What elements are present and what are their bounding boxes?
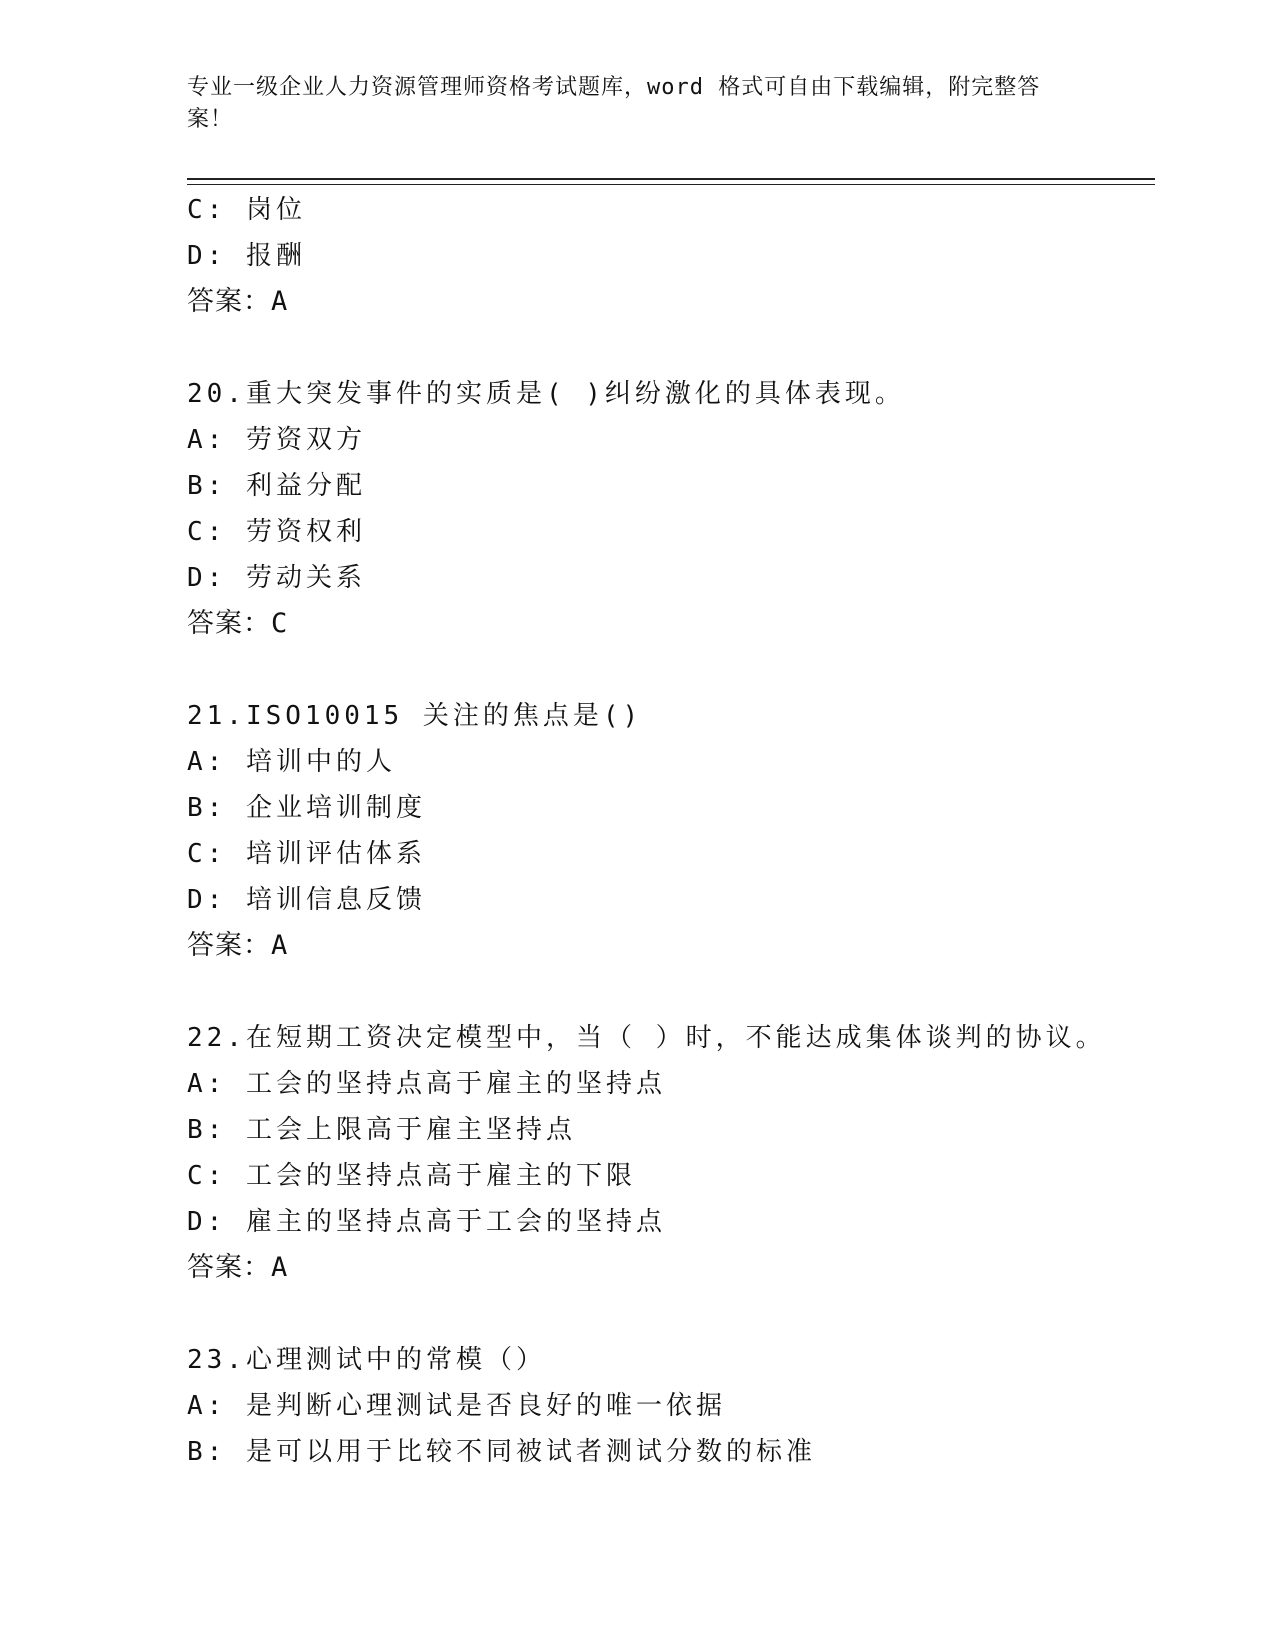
question-stem: 21.ISO10015 关注的焦点是() bbox=[187, 701, 643, 731]
page-header bbox=[187, 72, 1067, 136]
question-stem: 20.重大突发事件的实质是( )纠纷激化的具体表现。 bbox=[187, 379, 905, 409]
option-a: A: 培训中的人 bbox=[187, 747, 396, 777]
question-list bbox=[187, 187, 1155, 1475]
option-c: C: 工会的坚持点高于雇主的下限 bbox=[187, 1161, 636, 1191]
option-a: A: 工会的坚持点高于雇主的坚持点 bbox=[187, 1069, 666, 1099]
header-rule-top bbox=[187, 178, 1155, 180]
option-a: A: 是判断心理测试是否良好的唯一依据 bbox=[187, 1391, 726, 1421]
option-b: B: 企业培训制度 bbox=[187, 793, 426, 823]
option-d: D: 培训信息反馈 bbox=[187, 885, 426, 915]
header-rule-bottom bbox=[187, 184, 1155, 185]
option-c: C: 培训评估体系 bbox=[187, 839, 426, 869]
option-d: D: 报酬 bbox=[187, 241, 306, 271]
option-b: B: 利益分配 bbox=[187, 471, 366, 501]
answer: 答案：A bbox=[187, 286, 290, 317]
option-a: A: 劳资双方 bbox=[187, 425, 366, 455]
question-23 bbox=[187, 1337, 1155, 1475]
question-19-tail bbox=[187, 187, 1155, 325]
option-d: D: 劳动关系 bbox=[187, 563, 366, 593]
answer: 答案：C bbox=[187, 608, 290, 639]
header-text: 专业一级企业人力资源管理师资格考试题库，word 格式可自由下载编辑，附完整答案！ bbox=[187, 75, 1041, 132]
question-22 bbox=[187, 1015, 1155, 1291]
question-21 bbox=[187, 693, 1155, 969]
option-d: D: 雇主的坚持点高于工会的坚持点 bbox=[187, 1207, 666, 1237]
option-c: C: 劳资权利 bbox=[187, 517, 366, 547]
answer: 答案：A bbox=[187, 930, 290, 961]
option-b: B: 是可以用于比较不同被试者测试分数的标准 bbox=[187, 1437, 816, 1467]
answer: 答案：A bbox=[187, 1252, 290, 1283]
question-20 bbox=[187, 371, 1155, 647]
question-stem: 23.心理测试中的常模（） bbox=[187, 1345, 546, 1375]
option-b: B: 工会上限高于雇主坚持点 bbox=[187, 1115, 576, 1145]
question-stem: 22.在短期工资决定模型中，当（ ）时，不能达成集体谈判的协议。 bbox=[187, 1023, 1106, 1053]
option-c: C: 岗位 bbox=[187, 195, 306, 225]
